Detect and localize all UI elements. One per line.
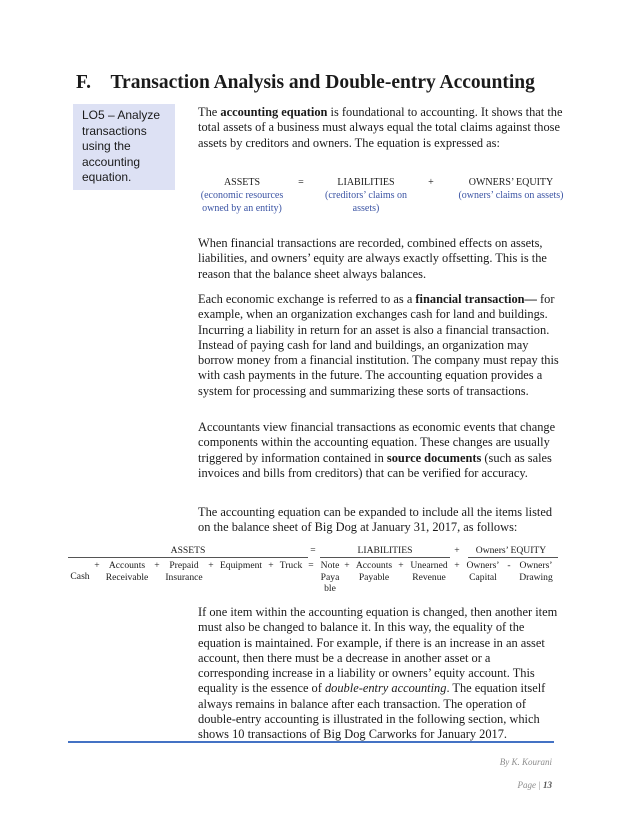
equity-underline (468, 557, 558, 558)
eq-equals: = (298, 177, 304, 188)
term-financial-transaction: financial transaction— (415, 292, 537, 306)
term-source-documents: source documents (386, 450, 482, 465)
expanded-equity-header: Owners’ EQUITY (475, 545, 547, 556)
term-double-entry: double-entry accounting (324, 681, 447, 696)
eq-equity: OWNERS’ EQUITY (468, 177, 554, 188)
expanded-plus: + (454, 545, 460, 556)
op-plus: + (94, 560, 100, 571)
page-number: Page | 13 (517, 780, 552, 790)
item-accounts-payable: Accounts Payable (355, 560, 393, 583)
op-plus: + (344, 560, 350, 571)
learning-objective-box: LO5 – Analyze transactions using the accounting equation. (73, 104, 175, 190)
footer-rule (68, 741, 554, 743)
eq-plus: + (428, 177, 434, 188)
eq-assets-desc: (economic resources owned by an entity) (200, 190, 284, 214)
item-prepaid-insurance: Prepaid Insurance (165, 560, 203, 583)
assets-underline (68, 557, 308, 558)
op-plus: + (398, 560, 404, 571)
eq-liabilities-desc: (creditors’ claims on assets) (324, 190, 407, 214)
expanded-assets-header: ASSETS (170, 545, 206, 556)
item-note-payable: Note Paya ble (320, 560, 340, 594)
eq-assets: ASSETS (223, 177, 261, 188)
term-accounting-equation: accounting equation (220, 105, 328, 119)
paragraph-accounting-equation: The accounting equation is foundational to accounting. It shows that the total assets of a business must always equal the total claims against those assets by creditors and owners. The equation is expressed as: (198, 105, 563, 150)
op-plus: + (454, 560, 460, 571)
item-accounts-receivable: Accounts Receivable (105, 560, 149, 583)
paragraph-double-entry: If one item within the accounting equation is changed, then another item must also be changed to balance it. In this way, the equality of the equation is maintained. For example, if there is an increase in an asset account, then there must be a decrease in another asset or a corresponding increase in a liability or owners’ equity account. This equality is the essence of double-entry accounting. The equation itself always remains in balance after each transaction. The operation of double-entry accounting is illustrated in the following section, which shows 10 transactions of Big Dog Carworks for January 2017. (198, 605, 558, 742)
item-owners-drawing: Owners’ Drawing (519, 560, 553, 583)
item-cash: Cash (70, 571, 90, 582)
paragraph-source-documents: Accountants view financial transactions as economic events that change components within the accounting equation. These changes are usually triggered by information contained in source documents (such as sales invoices and bills from creditors) that can be verified for accuracy. (198, 420, 556, 480)
paragraph-financial-transaction: Each economic exchange is referred to as a financial transaction— for example, when an organization exchanges cash for land and buildings. Incurring a liability in return for an asset is also a financial transaction. Instead of paying cash for land and buildings, an organization may borrow money from a financial institution. The company must repay this with cash payments in the future. The accounting equation provides a system for processing and summarizing these sorts of transactions. (198, 292, 559, 398)
author-credit: By K. Kourani (499, 757, 552, 767)
item-unearned-revenue: Unearned Revenue (410, 560, 448, 583)
op-equals: = (308, 560, 314, 571)
section-heading: F. Transaction Analysis and Double-entry Accounting (76, 72, 535, 93)
expanded-equals: = (310, 545, 316, 556)
paragraph-expanded-intro: The accounting equation can be expanded to include all the items listed on the balance sheet of Big Dog at January 31, 2017, as follows: (198, 505, 553, 535)
eq-equity-desc: (owners’ claims on assets) (458, 190, 564, 201)
item-truck: Truck (279, 560, 303, 571)
op-minus: - (507, 560, 511, 571)
op-plus: + (208, 560, 214, 571)
eq-liabilities: LIABILITIES (337, 177, 395, 188)
expanded-liabilities-header: LIABILITIES (357, 545, 413, 556)
liabilities-underline (320, 557, 450, 558)
op-plus: + (268, 560, 274, 571)
item-equipment: Equipment (219, 560, 263, 571)
item-owners-capital: Owners’ Capital (466, 560, 500, 583)
op-plus: + (154, 560, 160, 571)
paragraph-balance: When financial transactions are recorded, combined effects on assets, liabilities, and owners’ equity are always exactly offsetting. This is the reason that the balance sheet always balances. (198, 236, 547, 281)
